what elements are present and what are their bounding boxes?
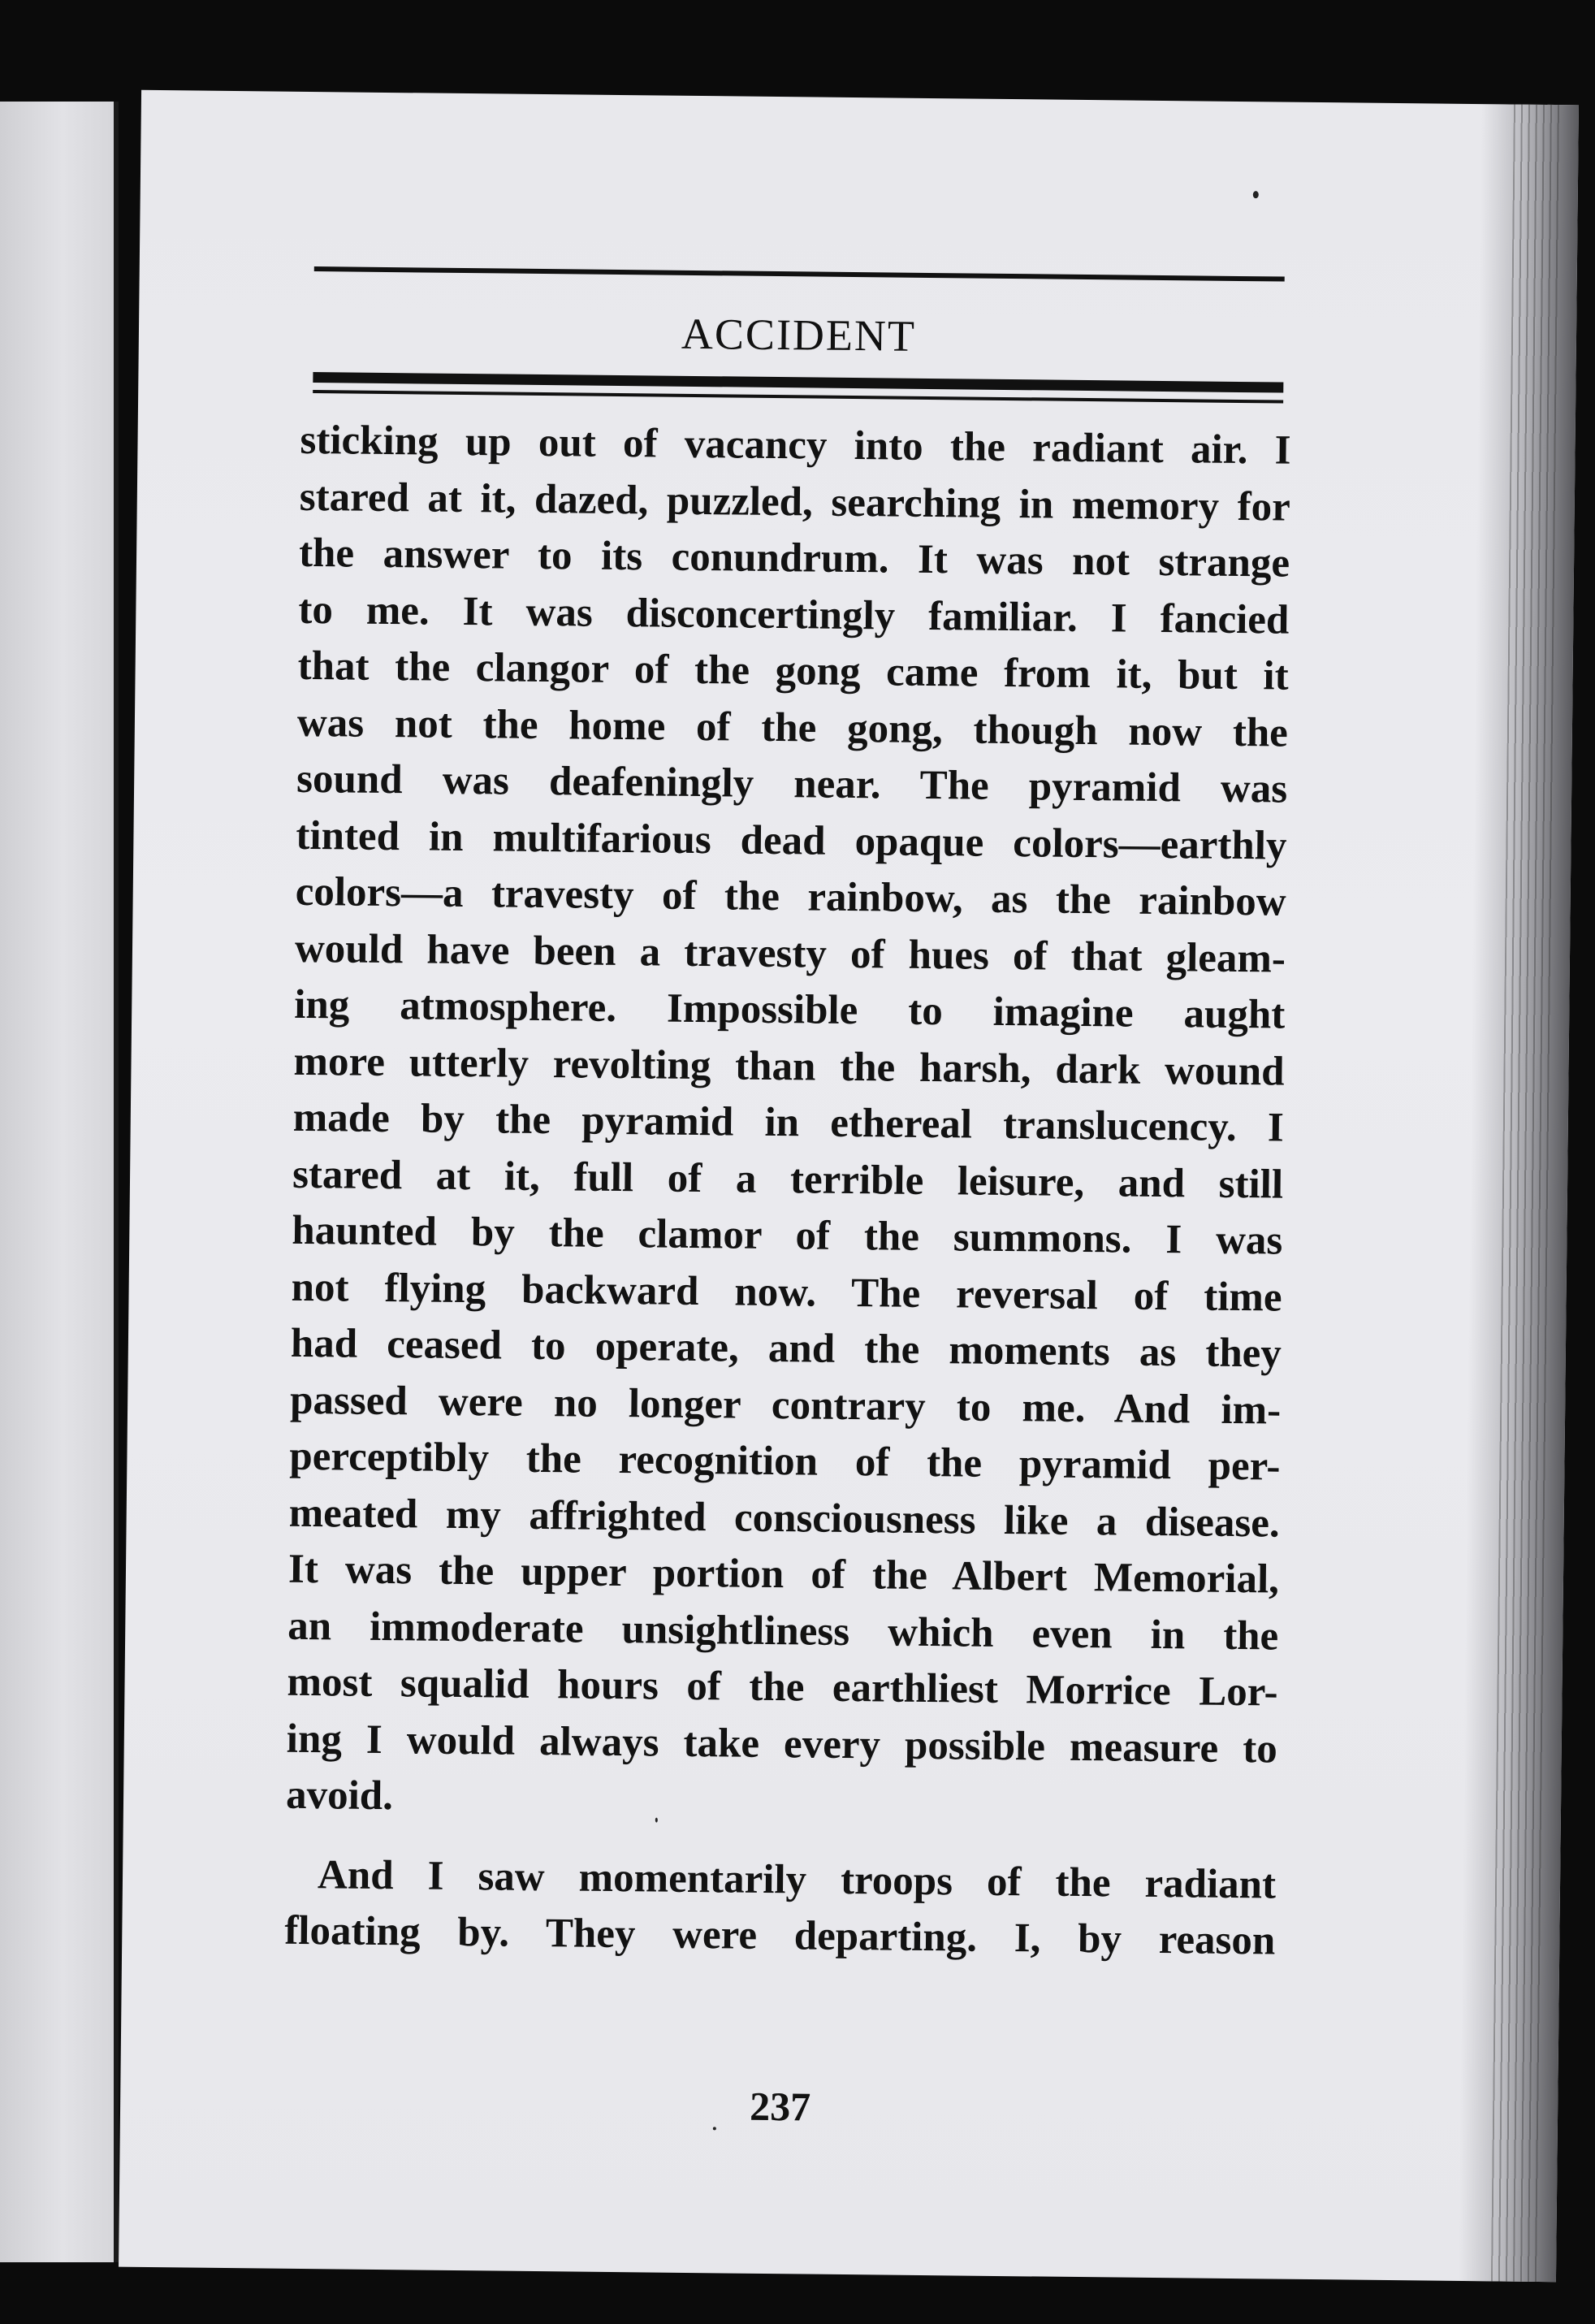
text-line: not flying backward now. The reversal of time (291, 1264, 1282, 1321)
text-line: had ceased to operate, and the moments as they (290, 1320, 1282, 1377)
scan-speck (1253, 191, 1259, 198)
running-head: ACCIDENT (681, 309, 917, 361)
text-line: stared at it, dazed, puzzled, searching in memory for (299, 474, 1291, 530)
text-line: would have been a travesty of hues of that gleam- (294, 925, 1286, 982)
text-line: made by the pyramid in ethereal translucency. I (292, 1094, 1285, 1151)
text-line: most squalid hours of the earthliest Morrice Lor- (287, 1659, 1278, 1716)
text-line: avoid. (285, 1772, 394, 1820)
text-line: sound was deafeningly near. The pyramid was (296, 755, 1288, 812)
text-line: to me. It was disconcertingly familiar. I fancied (298, 586, 1290, 643)
text-line: tinted in multifarious dead opaque colors—earthly (296, 812, 1287, 869)
text-line: the answer to its conundrum. It was not strange (298, 530, 1290, 586)
header-rule-top (314, 266, 1285, 282)
body-text (284, 413, 1291, 1970)
text-line: ing atmosphere. Impossible to imagine aught (294, 981, 1286, 1038)
text-line: passed were no longer contrary to me. And im- (289, 1377, 1282, 1434)
text-line: more utterly revolting than the harsh, dark wound (293, 1038, 1285, 1095)
header-rule-thin (313, 390, 1283, 404)
text-line: colors—a travesty of the rainbow, as the rainbow (295, 868, 1286, 925)
page-stack-lines (1491, 105, 1563, 2282)
text-line: an immoderate unsightliness which even in the (287, 1603, 1279, 1660)
text-line: And I saw momentarily troops of the radiant (317, 1851, 1277, 1908)
scan-speck (655, 1818, 658, 1823)
text-line: ing I would always take every possible measure to (286, 1716, 1278, 1772)
page-fore-edge (1459, 104, 1579, 2282)
text-line: It was the upper portion of the Albert Memorial, (287, 1546, 1280, 1603)
facing-page-edge (0, 102, 119, 2262)
header-rule-thick (313, 372, 1283, 393)
book-page (119, 90, 1579, 2282)
page-number: 237 (749, 2083, 811, 2130)
paragraph-2 (284, 1846, 1276, 1970)
text-line: was not the home of the gong, though now the (296, 699, 1289, 756)
paragraph-1 (286, 413, 1291, 1834)
scan-speck (713, 2127, 716, 2130)
text-line: that the clangor of the gong came from it, but it (297, 643, 1289, 699)
text-line: haunted by the clamor of the summons. I was (292, 1207, 1283, 1264)
text-line: perceptibly the recognition of the pyramid per- (289, 1433, 1281, 1490)
text-line: floating by. They were departing. I, by reason (284, 1907, 1276, 1964)
text-line: sticking up out of vacancy into the radiant air. I (300, 417, 1291, 474)
text-line: meated my affrighted consciousness like a disease. (288, 1490, 1280, 1547)
text-line: stared at it, full of a terrible leisure, and still (292, 1151, 1284, 1208)
